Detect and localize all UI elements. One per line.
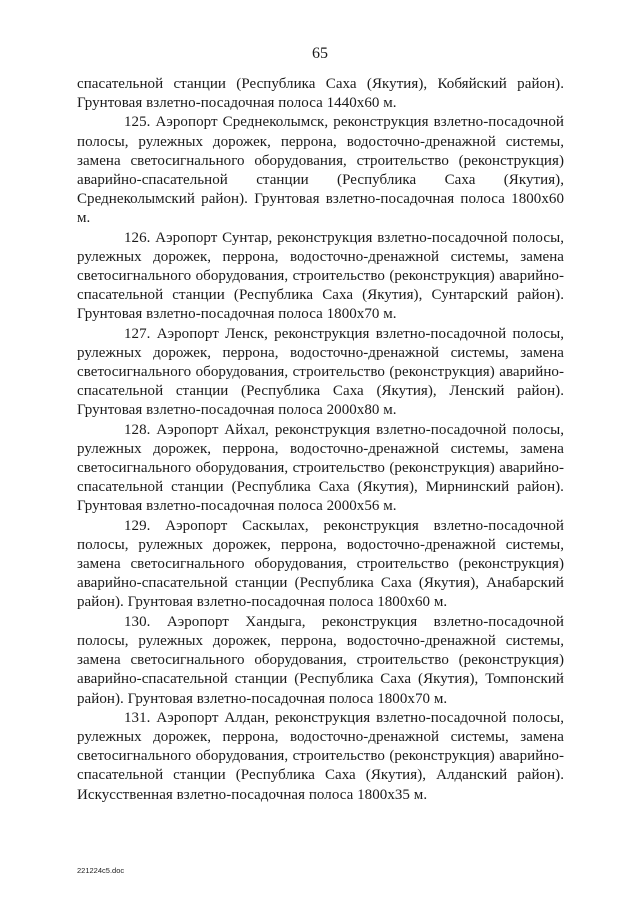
paragraph-128: 128. Аэропорт Айхал, реконструкция взлетно-посадочной полосы, рулежных дорожек, перрона, водосточно-дренажной системы, замена светосигнального оборудования, строительство (реконструкция) аварийно-спасательной станции (Республика Саха (Якутия), Мирнинский район). Грунтовая взлетно-посадочная полоса 2000х56 м. (77, 421, 564, 515)
page-number: 65 (312, 45, 328, 62)
paragraph-124-continuation: спасательной станции (Республика Саха (Якутия), Кобяйский район). Грунтовая взлетно-посадочная полоса 1440х60 м. (77, 76, 564, 112)
document-code-footer: 221224c5.doc (77, 866, 125, 875)
paragraph-130: 130. Аэропорт Хандыга, реконструкция взлетно-посадочной полосы, рулежных дорожек, перрона, водосточно-дренажной системы, замена светосигнального оборудования, строительство (реконструкция) аварийно-спасательной станции (Республика Саха (Якутия), Томпонский район). Грунтовая взлетно-посадочная полоса 1800х70 м. (77, 613, 564, 707)
paragraph-131: 131. Аэропорт Алдан, реконструкция взлетно-посадочной полосы, рулежных дорожек, перрона, водосточно-дренажной системы, замена светосигнального оборудования, строительство (реконструкция) аварийно-спасательной станции (Республика Саха (Якутия), Алданский район). Искусственная взлетно-посадочная полоса 1800х35 м. (77, 709, 564, 803)
paragraph-129: 129. Аэропорт Саскылах, реконструкция взлетно-посадочной полосы, рулежных дорожек, перрона, водосточно-дренажной системы, замена светосигнального оборудования, строительство (реконструкция) аварийно-спасательной станции (Республика Саха (Якутия), Анабарский район). Грунтовая взлетно-посадочная полоса 1800х60 м. (77, 517, 564, 611)
document-body (77, 75, 564, 805)
paragraph-126: 126. Аэропорт Сунтар, реконструкция взлетно-посадочной полосы, рулежных дорожек, перрона, водосточно-дренажной системы, замена светосигнального оборудования, строительство (реконструкция) аварийно-спасательной станции (Республика Саха (Якутия), Сунтарский район). Грунтовая взлетно-посадочная полоса 1800х70 м. (77, 229, 564, 323)
paragraph-125: 125. Аэропорт Среднеколымск, реконструкция взлетно-посадочной полосы, рулежных дорожек, перрона, водосточно-дренажной системы, замена светосигнального оборудования, строительство (реконструкция) аварийно-спасательной станции (Республика Саха (Якутия), Среднеколымский район). Грунтовая взлетно-посадочная полоса 1800х60 м. (77, 114, 564, 227)
paragraph-127: 127. Аэропорт Ленск, реконструкция взлетно-посадочной полосы, рулежных дорожек, перрона, водосточно-дренажной системы, замена светосигнального оборудования, строительство (реконструкция) аварийно-спасательной станции (Республика Саха (Якутия), Ленский район). Грунтовая взлетно-посадочная полоса 2000х80 м. (77, 325, 564, 419)
